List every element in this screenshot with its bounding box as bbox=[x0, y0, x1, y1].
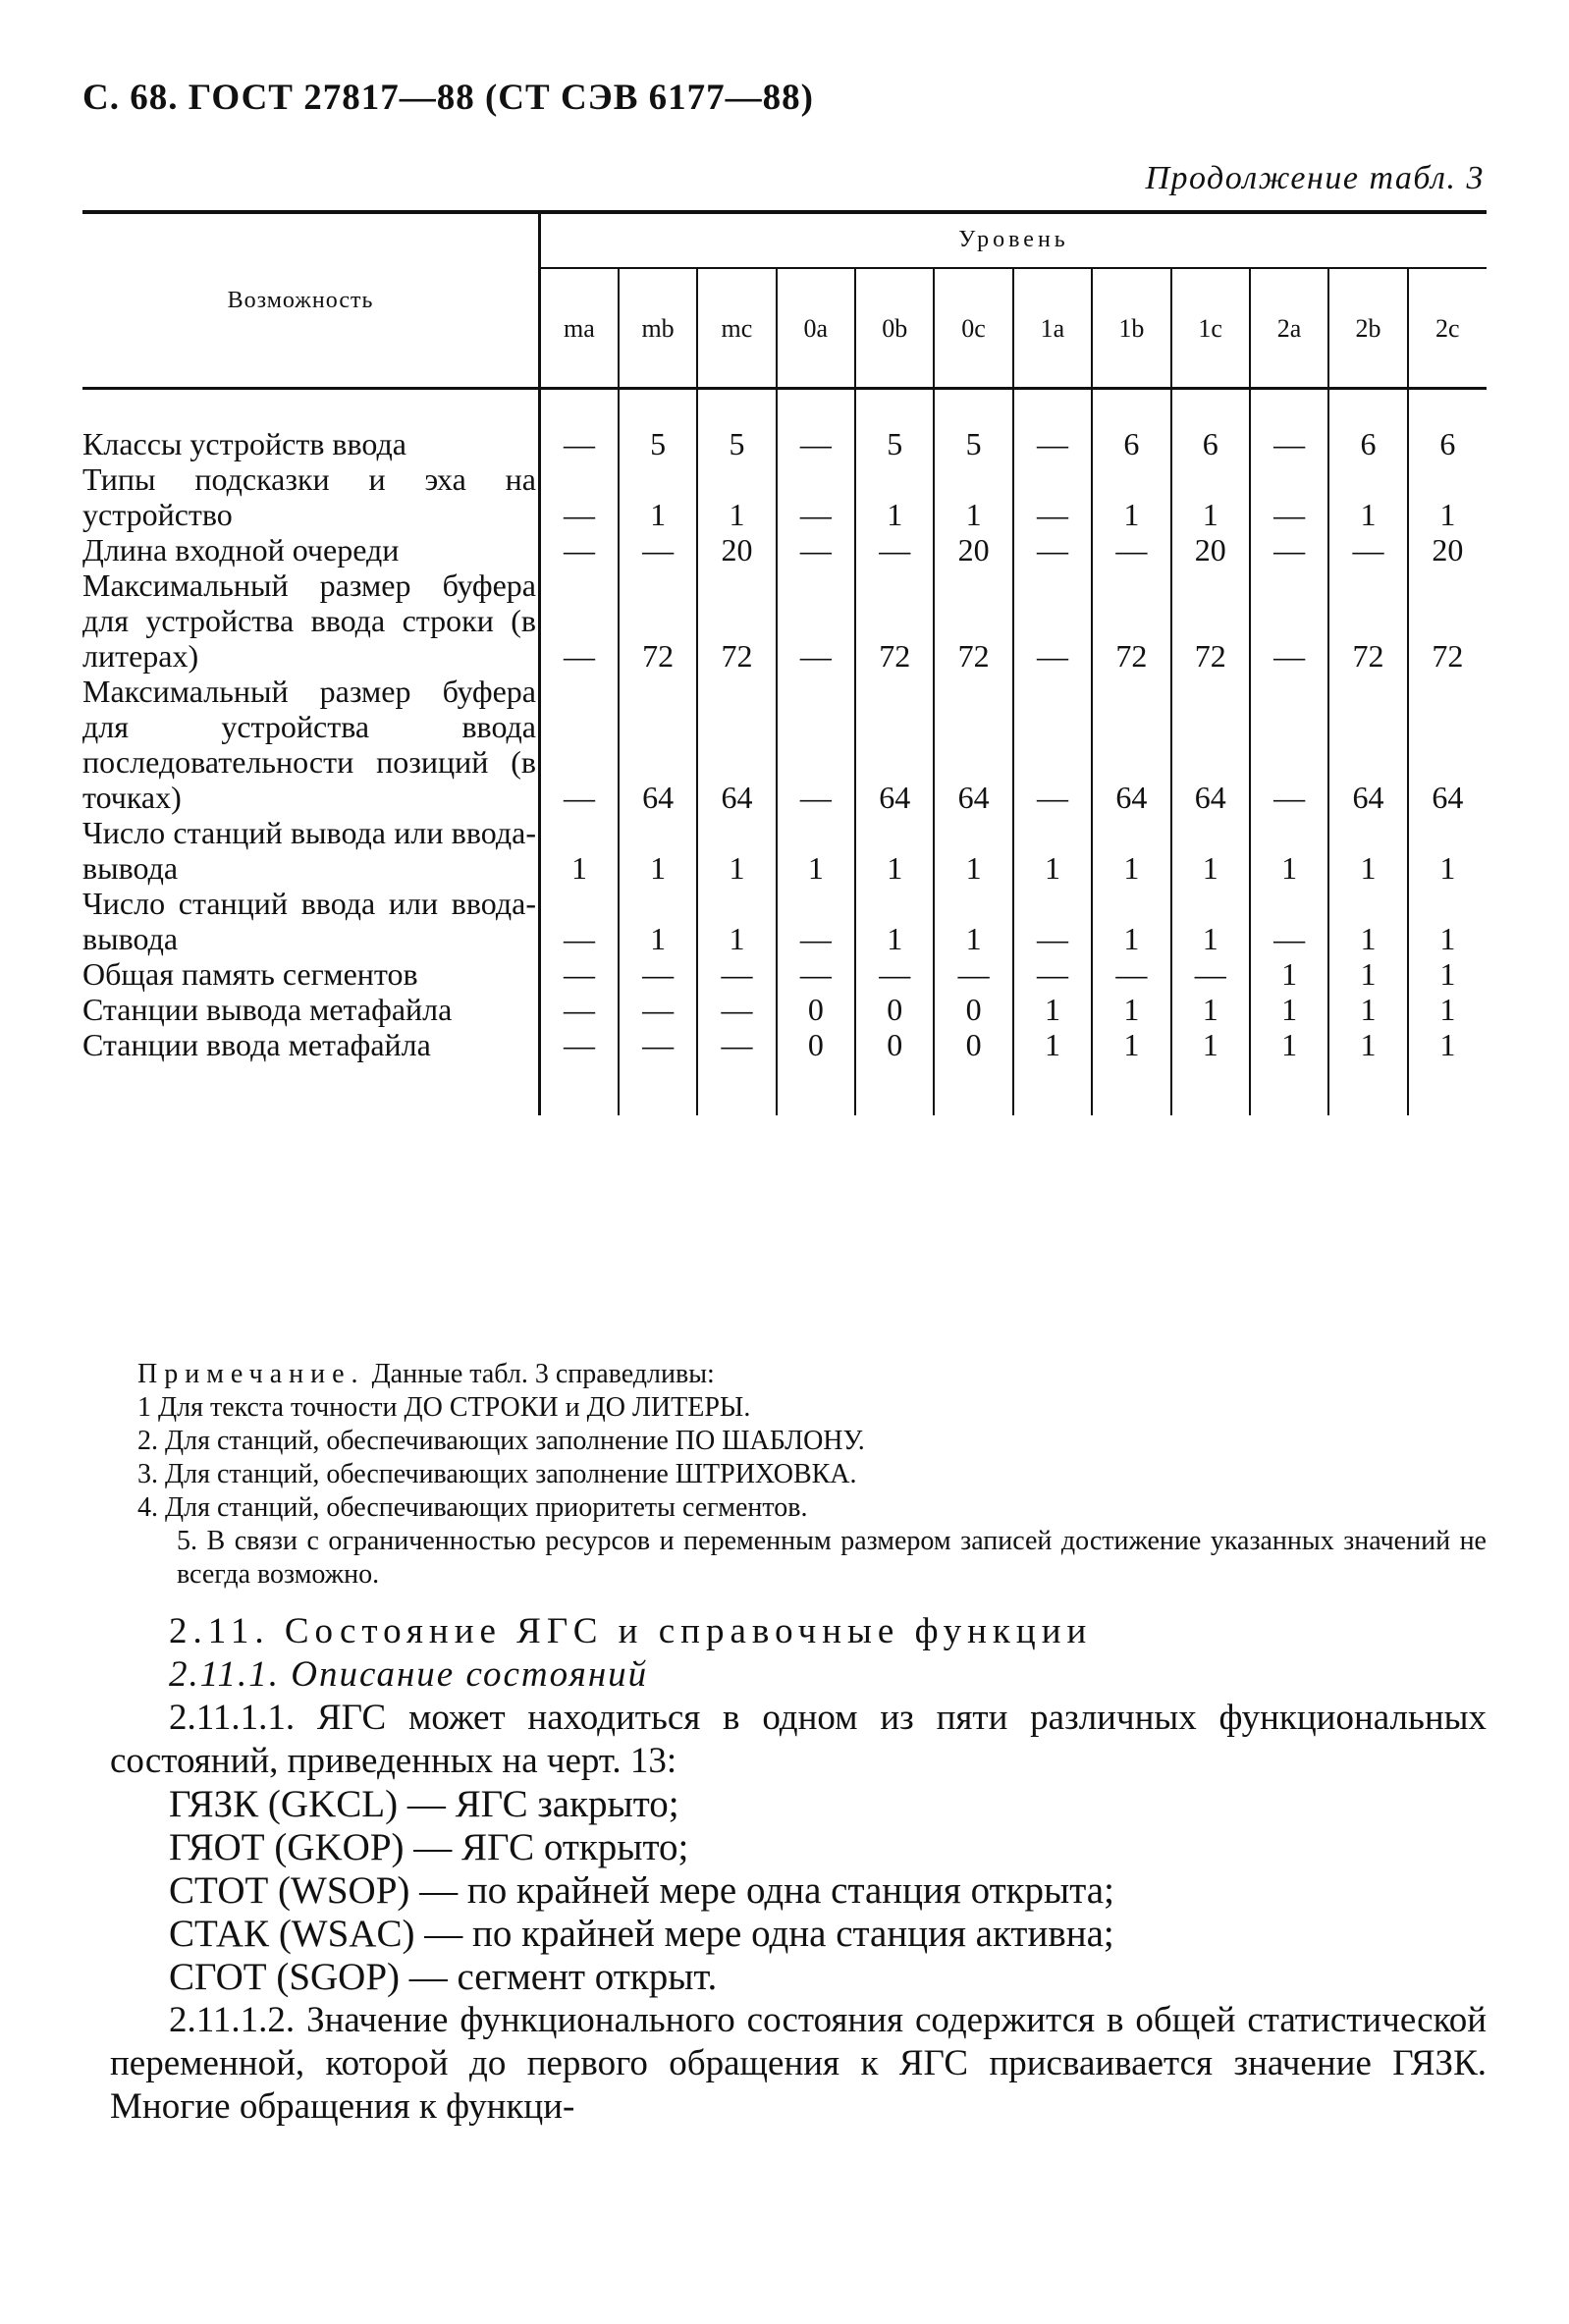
level-header: ma bbox=[540, 268, 619, 389]
notes-title-line bbox=[137, 1358, 1487, 1391]
value-cell: 64 bbox=[934, 674, 1012, 815]
note-item: 1 Для текста точности ДО СТРОКИ и ДО ЛИТЕРЫ. bbox=[137, 1392, 751, 1423]
value-cell: 5 bbox=[855, 426, 934, 461]
feature-cell: Число станций ввода или ввода-вывода bbox=[82, 886, 536, 956]
table-row bbox=[82, 992, 1487, 1027]
value-cell: — bbox=[697, 992, 776, 1027]
value-cell: — bbox=[1013, 532, 1092, 567]
table-row bbox=[82, 886, 1487, 956]
level-header: 0b bbox=[855, 268, 934, 389]
page-header: С. 68. ГОСТ 27817—88 (СТ СЭВ 6177—88) bbox=[82, 78, 815, 118]
value-cell: 72 bbox=[855, 567, 934, 674]
value-cell: 1 bbox=[934, 461, 1012, 532]
section-subheading: 2.11.1. Описание состояний bbox=[169, 1654, 649, 1695]
value-cell: 72 bbox=[934, 567, 1012, 674]
value-cell: — bbox=[777, 532, 855, 567]
table-row bbox=[82, 461, 1487, 532]
value-cell: 0 bbox=[777, 1027, 855, 1062]
level-header: 1c bbox=[1171, 268, 1250, 389]
section-heading: 2.11. Состояние ЯГС и справочные функции bbox=[169, 1611, 1093, 1651]
value-cell: 72 bbox=[619, 567, 697, 674]
value-cell: — bbox=[540, 1027, 619, 1062]
value-cell: — bbox=[1250, 674, 1328, 815]
value-cell: — bbox=[777, 956, 855, 992]
value-cell: — bbox=[1250, 886, 1328, 956]
capabilities-table bbox=[82, 212, 1487, 1115]
value-cell: 1 bbox=[1092, 886, 1170, 956]
feature-cell: Станции вывода метафайла bbox=[82, 992, 453, 1027]
value-cell: — bbox=[540, 567, 619, 674]
value-cell: 1 bbox=[1328, 461, 1407, 532]
value-cell: 72 bbox=[697, 567, 776, 674]
level-header: 1a bbox=[1013, 268, 1092, 389]
value-cell: 72 bbox=[1092, 567, 1170, 674]
value-cell: 5 bbox=[934, 426, 1012, 461]
feature-cell: Станции ввода метафайла bbox=[82, 1027, 431, 1062]
section-body bbox=[110, 1610, 1487, 2129]
state-item: ГЯЗК (GKCL) — ЯГС закрыто; bbox=[169, 1783, 679, 1825]
value-cell: — bbox=[1250, 461, 1328, 532]
value-cell: — bbox=[1013, 426, 1092, 461]
value-cell: 1 bbox=[1092, 815, 1170, 886]
note-item: 5. В связи с ограниченностью ресурсов и переменным размером записей достижение указанных значений не всегда возможно. bbox=[177, 1526, 1487, 1590]
value-cell: — bbox=[540, 886, 619, 956]
value-cell: 1 bbox=[855, 815, 934, 886]
value-cell: 20 bbox=[1408, 532, 1487, 567]
value-cell: 1 bbox=[777, 815, 855, 886]
feature-column-header: Возможность bbox=[227, 287, 374, 313]
note-item: 3. Для станций, обеспечивающих заполнение ШТРИХОВКА. bbox=[137, 1459, 857, 1489]
value-cell: 64 bbox=[1092, 674, 1170, 815]
table-group-header-row bbox=[82, 212, 1487, 268]
value-cell: 72 bbox=[1408, 567, 1487, 674]
value-cell: — bbox=[697, 1027, 776, 1062]
value-cell: — bbox=[855, 532, 934, 567]
value-cell: — bbox=[855, 956, 934, 992]
value-cell: 1 bbox=[1250, 815, 1328, 886]
value-cell: — bbox=[1171, 956, 1250, 992]
table-row bbox=[82, 1027, 1487, 1062]
value-cell: — bbox=[1013, 886, 1092, 956]
value-cell: — bbox=[619, 532, 697, 567]
level-header: 0a bbox=[777, 268, 855, 389]
value-cell: — bbox=[697, 956, 776, 992]
feature-cell: Максимальный размер буфера для устройства ввода последовательности позиций (в точках) bbox=[82, 674, 536, 815]
note-item: 4. Для станций, обеспечивающих приоритеты сегментов. bbox=[137, 1492, 808, 1523]
value-cell: 20 bbox=[934, 532, 1012, 567]
value-cell: 1 bbox=[1250, 1027, 1328, 1062]
value-cell: 1 bbox=[1171, 815, 1250, 886]
paragraph-2: 2.11.1.2. Значение функционального состояния содержится в общей статистической переменной, которой до первого обращения к ЯГС присваивается значение ГЯЗК. Многие обращения к функци- bbox=[110, 2000, 1487, 2127]
value-cell: — bbox=[777, 461, 855, 532]
value-cell: 6 bbox=[1328, 426, 1407, 461]
value-cell: 64 bbox=[619, 674, 697, 815]
value-cell: 64 bbox=[1328, 674, 1407, 815]
table-row bbox=[82, 532, 1487, 567]
value-cell: 0 bbox=[855, 1027, 934, 1062]
value-cell: — bbox=[540, 674, 619, 815]
table-tail-row bbox=[82, 1062, 1487, 1115]
feature-cell: Общая память сегментов bbox=[82, 956, 418, 992]
value-cell: 1 bbox=[855, 886, 934, 956]
state-item: ГЯОТ (GKOP) — ЯГС открыто; bbox=[169, 1826, 689, 1868]
value-cell: 1 bbox=[1328, 886, 1407, 956]
level-header: 0c bbox=[934, 268, 1012, 389]
value-cell: 0 bbox=[777, 992, 855, 1027]
value-cell: 1 bbox=[697, 461, 776, 532]
value-cell: 1 bbox=[934, 815, 1012, 886]
state-item: СТОТ (WSOP) — по крайней мере одна станция открыта; bbox=[169, 1869, 1114, 1912]
value-cell: 1 bbox=[1171, 1027, 1250, 1062]
level-header: mb bbox=[619, 268, 697, 389]
value-cell: 0 bbox=[934, 1027, 1012, 1062]
table-row bbox=[82, 426, 1487, 461]
value-cell: 72 bbox=[1328, 567, 1407, 674]
value-cell: 64 bbox=[1171, 674, 1250, 815]
value-cell: — bbox=[540, 532, 619, 567]
value-cell: 1 bbox=[1013, 992, 1092, 1027]
paragraph-1: 2.11.1.1. ЯГС может находиться в одном из пяти различных функциональных состояний, приведенных на черт. 13: bbox=[110, 1698, 1487, 1781]
value-cell: 5 bbox=[697, 426, 776, 461]
value-cell: 1 bbox=[1092, 461, 1170, 532]
value-cell: 1 bbox=[1328, 956, 1407, 992]
table-row bbox=[82, 815, 1487, 886]
value-cell: 1 bbox=[1013, 815, 1092, 886]
level-group-header: Уровень bbox=[540, 212, 1488, 268]
state-item: СГОТ (SGOP) — сегмент открыт. bbox=[169, 1956, 718, 1998]
table-row bbox=[82, 674, 1487, 815]
notes-title: Примечание. bbox=[137, 1359, 365, 1389]
table-notes bbox=[137, 1358, 1487, 1592]
level-header: 1b bbox=[1092, 268, 1170, 389]
value-cell: 1 bbox=[619, 886, 697, 956]
value-cell: — bbox=[1092, 532, 1170, 567]
value-cell: 1 bbox=[1328, 815, 1407, 886]
value-cell: — bbox=[1013, 461, 1092, 532]
value-cell: — bbox=[777, 674, 855, 815]
value-cell: 1 bbox=[619, 815, 697, 886]
value-cell: 5 bbox=[619, 426, 697, 461]
value-cell: — bbox=[777, 886, 855, 956]
value-cell: — bbox=[934, 956, 1012, 992]
value-cell: — bbox=[1013, 956, 1092, 992]
value-cell: 1 bbox=[1250, 956, 1328, 992]
value-cell: 1 bbox=[619, 461, 697, 532]
table-row bbox=[82, 956, 1487, 992]
value-cell: 1 bbox=[1328, 992, 1407, 1027]
note-item: 2. Для станций, обеспечивающих заполнение ПО ШАБЛОНУ. bbox=[137, 1426, 865, 1456]
value-cell: — bbox=[619, 1027, 697, 1062]
value-cell: 1 bbox=[1328, 1027, 1407, 1062]
level-header: 2c bbox=[1408, 268, 1487, 389]
level-header: mc bbox=[697, 268, 776, 389]
value-cell: — bbox=[1092, 956, 1170, 992]
value-cell: 6 bbox=[1171, 426, 1250, 461]
value-cell: 1 bbox=[855, 461, 934, 532]
value-cell: 1 bbox=[1171, 992, 1250, 1027]
feature-cell: Максимальный размер буфера для устройства ввода строки (в литерах) bbox=[82, 567, 536, 674]
value-cell: — bbox=[540, 426, 619, 461]
value-cell: — bbox=[1250, 532, 1328, 567]
value-cell: 1 bbox=[1408, 992, 1487, 1027]
value-cell: 1 bbox=[1013, 1027, 1092, 1062]
value-cell: 64 bbox=[697, 674, 776, 815]
value-cell: — bbox=[1250, 426, 1328, 461]
level-header: 2b bbox=[1328, 268, 1407, 389]
value-cell: 1 bbox=[1250, 992, 1328, 1027]
notes-intro: Данные табл. 3 справедливы: bbox=[371, 1359, 715, 1389]
value-cell: — bbox=[777, 567, 855, 674]
value-cell: 64 bbox=[855, 674, 934, 815]
value-cell: 1 bbox=[1408, 461, 1487, 532]
value-cell: 6 bbox=[1092, 426, 1170, 461]
value-cell: 1 bbox=[1408, 886, 1487, 956]
table-spacer-row bbox=[82, 389, 1487, 426]
value-cell: 1 bbox=[540, 815, 619, 886]
value-cell: 6 bbox=[1408, 426, 1487, 461]
value-cell: 64 bbox=[1408, 674, 1487, 815]
value-cell: — bbox=[777, 426, 855, 461]
state-item: СТАК (WSAC) — по крайней мере одна станция активна; bbox=[169, 1913, 1114, 1955]
value-cell: 1 bbox=[1408, 1027, 1487, 1062]
value-cell: 1 bbox=[1092, 992, 1170, 1027]
table-continuation-label: Продолжение табл. 3 bbox=[1145, 160, 1485, 196]
value-cell: 0 bbox=[934, 992, 1012, 1027]
feature-cell: Число станций вывода или ввода-вывода bbox=[82, 815, 536, 886]
value-cell: 1 bbox=[1408, 815, 1487, 886]
value-cell: — bbox=[540, 956, 619, 992]
value-cell: — bbox=[619, 992, 697, 1027]
feature-cell: Типы подсказки и эха на устройство bbox=[82, 461, 536, 532]
value-cell: — bbox=[540, 461, 619, 532]
value-cell: — bbox=[1013, 674, 1092, 815]
value-cell: 0 bbox=[855, 992, 934, 1027]
value-cell: 20 bbox=[697, 532, 776, 567]
value-cell: 20 bbox=[1171, 532, 1250, 567]
value-cell: 1 bbox=[697, 886, 776, 956]
value-cell: — bbox=[1250, 567, 1328, 674]
value-cell: — bbox=[1013, 567, 1092, 674]
value-cell: — bbox=[1328, 532, 1407, 567]
value-cell: 1 bbox=[1092, 1027, 1170, 1062]
value-cell: 1 bbox=[1408, 956, 1487, 992]
feature-cell: Длина входной очереди bbox=[82, 532, 400, 567]
feature-cell: Классы устройств ввода bbox=[82, 426, 406, 461]
value-cell: — bbox=[540, 992, 619, 1027]
value-cell: 1 bbox=[697, 815, 776, 886]
value-cell: — bbox=[619, 956, 697, 992]
value-cell: 1 bbox=[1171, 886, 1250, 956]
value-cell: 72 bbox=[1171, 567, 1250, 674]
table-row bbox=[82, 567, 1487, 674]
value-cell: 1 bbox=[1171, 461, 1250, 532]
level-header: 2a bbox=[1250, 268, 1328, 389]
value-cell: 1 bbox=[934, 886, 1012, 956]
